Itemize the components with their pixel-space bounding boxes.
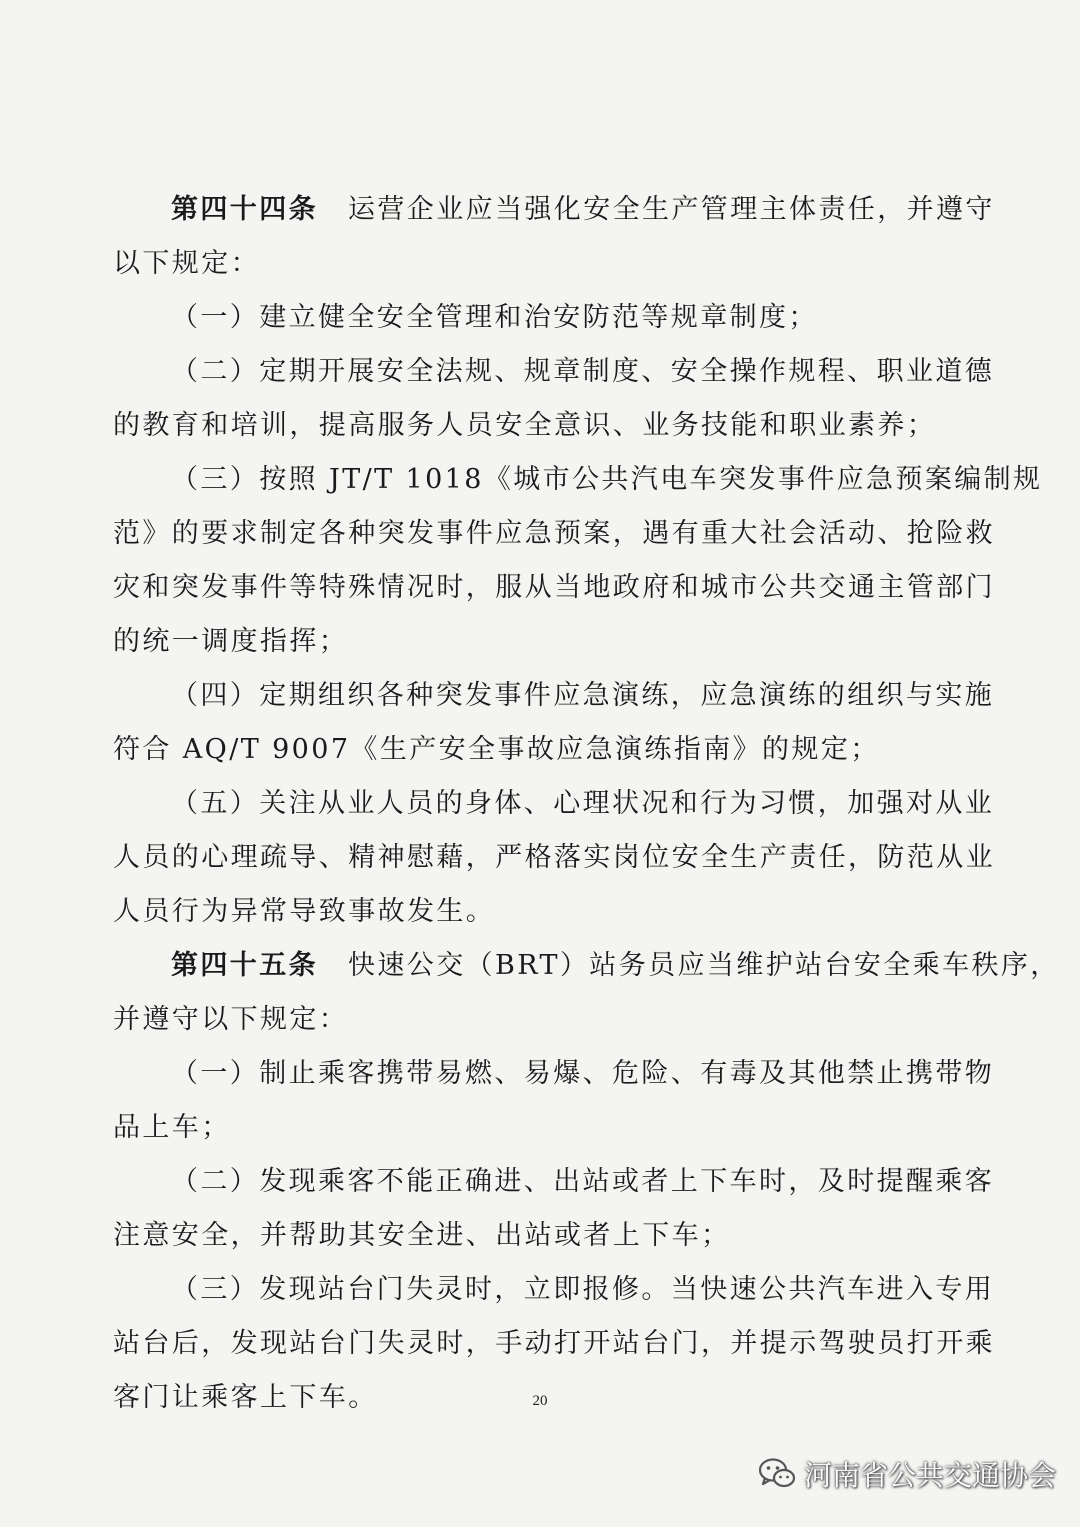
line-text: 人员的心理疏导、精神慰藉，严格落实岗位安全生产责任，防范从业 <box>113 842 995 873</box>
text-line <box>113 777 995 831</box>
text-line <box>113 885 965 939</box>
line-text: 注意安全，并帮助其安全进、出站或者上下车； <box>113 1220 731 1251</box>
line-text: 的教育和培训，提高服务人员安全意识、业务技能和职业素养； <box>113 410 937 441</box>
text-line <box>113 507 995 561</box>
line-text: 的统一调度指挥； <box>113 626 349 657</box>
page-number: 20 <box>532 1393 548 1409</box>
line-text: 灾和突发事件等特殊情况时，服从当地政府和城市公共交通主管部门 <box>113 572 995 603</box>
line-text: （四）定期组织各种突发事件应急演练，应急演练的组织与实施 <box>171 680 995 711</box>
text-line <box>113 345 995 399</box>
text-line <box>113 1101 965 1155</box>
line-text: 客门让乘客上下车。 <box>113 1382 378 1413</box>
text-line <box>113 183 995 237</box>
text-line <box>113 291 965 345</box>
line-text: 符合 AQ/T 9007《生产安全事故应急演练指南》的规定； <box>113 734 880 765</box>
text-line <box>113 237 965 291</box>
text-line <box>113 1317 995 1371</box>
line-text: 范》的要求制定各种突发事件应急预案，遇有重大社会活动、抢险救 <box>113 518 995 549</box>
line-text: 品上车； <box>113 1112 231 1143</box>
article-number: 第四十四条 <box>171 194 318 225</box>
article-number: 第四十五条 <box>171 950 318 981</box>
text-line <box>113 399 965 453</box>
text-line <box>113 831 995 885</box>
text-line <box>113 561 995 615</box>
document-body <box>113 183 1060 1425</box>
line-text: 站台后，发现站台门失灵时，手动打开站台门，并提示驾驶员打开乘 <box>113 1328 995 1359</box>
text-line <box>113 1209 965 1263</box>
line-text: （二）发现乘客不能正确进、出站或者上下车时，及时提醒乘客 <box>171 1166 995 1197</box>
text-line <box>113 615 965 669</box>
line-text: 以下规定： <box>113 248 260 279</box>
watermark-text: 河南省公共交通协会 <box>804 1459 1057 1492</box>
text-line <box>113 453 1043 507</box>
text-line <box>113 1155 995 1209</box>
line-text: （一）建立健全安全管理和治安防范等规章制度； <box>171 302 818 333</box>
line-text: （三）发现站台门失灵时，立即报修。当快速公共汽车进入专用 <box>171 1274 995 1305</box>
line-text: （五）关注从业人员的身体、心理状况和行为习惯，加强对从业 <box>171 788 995 819</box>
line-text: （一）制止乘客携带易燃、易爆、危险、有毒及其他禁止携带物 <box>171 1058 995 1089</box>
line-text: 并遵守以下规定： <box>113 1004 349 1035</box>
text-line <box>113 993 965 1047</box>
line-text: 运营企业应当强化安全生产管理主体责任，并遵守 <box>348 194 995 225</box>
watermark <box>758 1452 1056 1496</box>
line-text: 快速公交（BRT）站务员应当维护站台安全乘车秩序， <box>348 950 1060 981</box>
wechat-icon <box>758 1457 796 1491</box>
line-text: （三）按照 JT/T 1018《城市公共汽电车突发事件应急预案编制规 <box>171 464 1043 495</box>
text-line <box>113 669 995 723</box>
text-line <box>113 1263 995 1317</box>
text-line <box>113 939 1060 993</box>
text-line <box>113 1047 995 1101</box>
line-text: 人员行为异常导致事故发生。 <box>113 896 496 927</box>
text-line <box>113 723 965 777</box>
line-text: （二）定期开展安全法规、规章制度、安全操作规程、职业道德 <box>171 356 995 387</box>
